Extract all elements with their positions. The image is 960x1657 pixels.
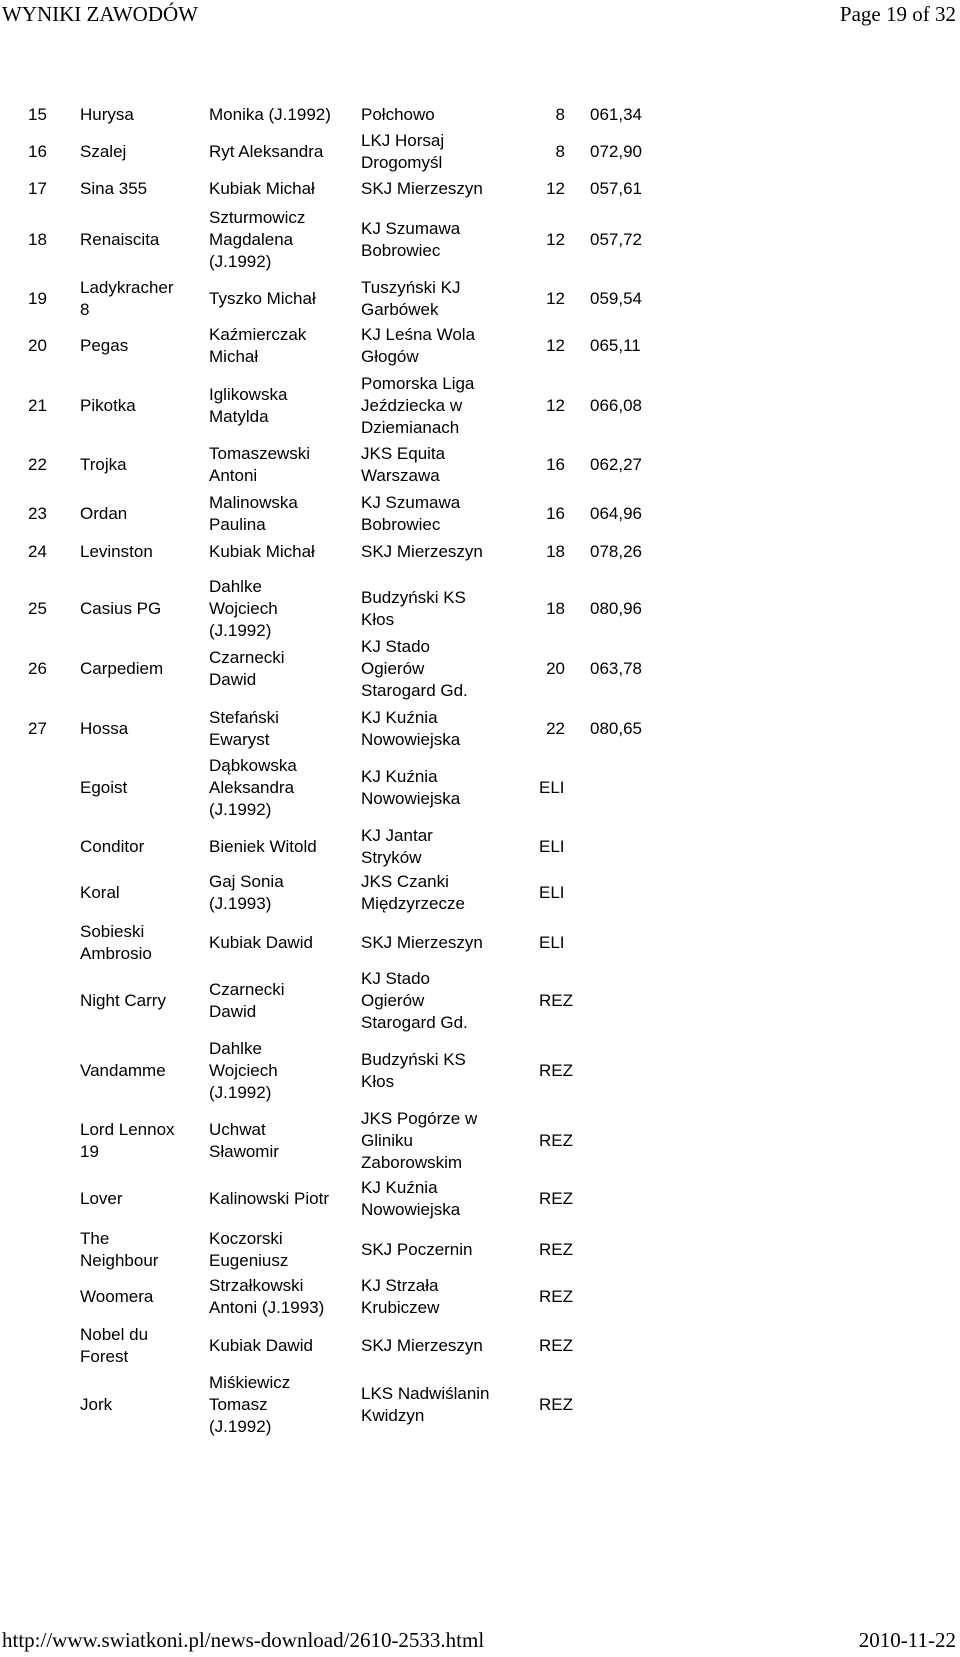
rider-name: Ryt Aleksandra: [209, 142, 324, 161]
penalty-points: 16: [546, 455, 565, 474]
penalty-points: 8: [555, 105, 565, 124]
status-label: REZ: [539, 1287, 573, 1306]
club-name: Tuszyński KJ Garbówek: [361, 278, 461, 319]
rank-number: 16: [28, 142, 47, 161]
horse-name: Sina 355: [80, 179, 148, 198]
rider-name: Kaźmierczak Michał: [209, 325, 307, 366]
rank-number: 27: [28, 719, 47, 738]
rider-name: Koczorski Eugeniusz: [209, 1229, 289, 1270]
club-name: SKJ Mierzeszyn: [361, 542, 483, 561]
club-name: KJ Jantar Stryków: [361, 826, 433, 867]
rider-name: Czarnecki Dawid: [209, 648, 285, 689]
penalty-points: 12: [546, 179, 565, 198]
status-label: REZ: [539, 1131, 573, 1150]
penalty-points: 22: [546, 719, 565, 738]
rank-number: 20: [28, 336, 47, 355]
club-name: KJ Strzała Krubiczew: [361, 1276, 440, 1317]
club-name: LKJ Horsaj Drogomyśl: [361, 131, 445, 172]
rider-name: Malinowska Paulina: [209, 493, 298, 534]
status-label: ELI: [539, 837, 565, 856]
horse-name: Szalej: [80, 142, 127, 161]
rider-name: Tomaszewski Antoni: [209, 444, 311, 485]
time-result: 078,26: [590, 542, 642, 561]
time-result: 080,96: [590, 599, 642, 618]
club-name: Budzyński KS Kłos: [361, 588, 466, 629]
rank-number: 25: [28, 599, 47, 618]
club-name: SKJ Mierzeszyn: [361, 933, 483, 952]
horse-name: Nobel du Forest: [80, 1325, 149, 1366]
club-name: KJ Stado Ogierów Starogard Gd.: [361, 969, 468, 1032]
horse-name: The Neighbour: [80, 1229, 159, 1270]
penalty-points: 12: [546, 396, 565, 415]
club-name: LKS Nadwiślanin Kwidzyn: [361, 1384, 490, 1425]
rider-name: Uchwat Sławomir: [209, 1120, 279, 1161]
horse-name: Pikotka: [80, 396, 136, 415]
horse-name: Hossa: [80, 719, 129, 738]
penalty-points: 18: [546, 542, 565, 561]
document-title: WYNIKI ZAWODÓW: [2, 2, 199, 26]
horse-name: Conditor: [80, 837, 145, 856]
horse-name: Koral: [80, 883, 120, 902]
time-result: 057,72: [590, 230, 642, 249]
club-name: KJ Szumawa Bobrowiec: [361, 493, 461, 534]
horse-name: Hurysa: [80, 105, 134, 124]
time-result: 057,61: [590, 179, 642, 198]
status-label: ELI: [539, 883, 565, 902]
horse-name: Lover: [80, 1189, 123, 1208]
horse-name: Lord Lennox 19: [80, 1120, 175, 1161]
penalty-points: 12: [546, 230, 565, 249]
rider-name: Monika (J.1992): [209, 105, 331, 124]
print-date: 2010-11-22: [858, 1628, 956, 1652]
rider-name: Bieniek Witold: [209, 837, 317, 856]
rider-name: Kalinowski Piotr: [209, 1189, 329, 1208]
rank-number: 19: [28, 289, 47, 308]
penalty-points: 8: [555, 142, 565, 161]
horse-name: Levinston: [80, 542, 153, 561]
horse-name: Casius PG: [80, 599, 162, 618]
status-label: REZ: [539, 1240, 573, 1259]
rider-name: Dąbkowska Aleksandra (J.1992): [209, 756, 297, 819]
club-name: KJ Stado Ogierów Starogard Gd.: [361, 637, 468, 700]
rider-name: Dahlke Wojciech (J.1992): [209, 1039, 278, 1102]
club-name: SKJ Poczernin: [361, 1240, 473, 1259]
club-name: Połchowo: [361, 105, 435, 124]
horse-name: Woomera: [80, 1287, 154, 1306]
rank-number: 15: [28, 105, 47, 124]
rider-name: Szturmowicz Magdalena (J.1992): [209, 208, 306, 271]
time-result: 065,11: [590, 336, 641, 355]
rider-name: Czarnecki Dawid: [209, 980, 285, 1021]
rider-name: Strzałkowski Antoni (J.1993): [209, 1276, 325, 1317]
horse-name: Pegas: [80, 336, 129, 355]
rider-name: Stefański Ewaryst: [209, 708, 279, 749]
time-result: 063,78: [590, 659, 642, 678]
rank-number: 22: [28, 455, 47, 474]
status-label: REZ: [539, 1395, 573, 1414]
horse-name: Trojka: [80, 455, 127, 474]
rank-number: 17: [28, 179, 47, 198]
club-name: KJ Szumawa Bobrowiec: [361, 219, 461, 260]
rider-name: Kubiak Michał: [209, 179, 315, 198]
status-label: REZ: [539, 1336, 573, 1355]
club-name: SKJ Mierzeszyn: [361, 179, 483, 198]
horse-name: Renaiscita: [80, 230, 160, 249]
club-name: Budzyński KS Kłos: [361, 1050, 466, 1091]
time-result: 064,96: [590, 504, 642, 523]
club-name: KJ Leśna Wola Głogów: [361, 325, 476, 366]
horse-name: Ladykracher 8: [80, 278, 174, 319]
penalty-points: 12: [546, 336, 565, 355]
club-name: KJ Kuźnia Nowowiejska: [361, 1178, 461, 1219]
penalty-points: 18: [546, 599, 565, 618]
rider-name: Iglikowska Matylda: [209, 385, 288, 426]
status-label: ELI: [539, 778, 565, 797]
horse-name: Vandamme: [80, 1061, 166, 1080]
horse-name: Carpediem: [80, 659, 164, 678]
status-label: REZ: [539, 1061, 573, 1080]
page-number: Page 19 of 32: [839, 2, 956, 26]
rider-name: Miśkiewicz Tomasz (J.1992): [209, 1373, 291, 1436]
club-name: JKS Pogórze w Gliniku Zaborowskim: [361, 1109, 478, 1172]
horse-name: Jork: [80, 1395, 113, 1414]
status-label: REZ: [539, 991, 573, 1010]
club-name: SKJ Mierzeszyn: [361, 1336, 483, 1355]
rank-number: 24: [28, 542, 47, 561]
rider-name: Tyszko Michał: [209, 289, 316, 308]
rider-name: Dahlke Wojciech (J.1992): [209, 577, 278, 640]
club-name: KJ Kuźnia Nowowiejska: [361, 708, 461, 749]
time-result: 066,08: [590, 396, 642, 415]
time-result: 062,27: [590, 455, 642, 474]
penalty-points: 20: [546, 659, 565, 678]
source-url[interactable]: http://www.swiatkoni.pl/news-download/2610-2533.html: [2, 1628, 485, 1652]
time-result: 061,34: [590, 105, 642, 124]
club-name: JKS Equita Warszawa: [361, 444, 446, 485]
club-name: KJ Kuźnia Nowowiejska: [361, 767, 461, 808]
rider-name: Gaj Sonia (J.1993): [209, 872, 284, 913]
rank-number: 23: [28, 504, 47, 523]
rider-name: Kubiak Dawid: [209, 933, 313, 952]
rank-number: 26: [28, 659, 47, 678]
penalty-points: 16: [546, 504, 565, 523]
rider-name: Kubiak Dawid: [209, 1336, 313, 1355]
time-result: 059,54: [590, 289, 642, 308]
club-name: JKS Czanki Międzyrzecze: [361, 872, 465, 913]
club-name: Pomorska Liga Jeździecka w Dziemianach: [361, 374, 475, 437]
horse-name: Ordan: [80, 504, 128, 523]
penalty-points: 12: [546, 289, 565, 308]
horse-name: Sobieski Ambrosio: [80, 922, 152, 963]
horse-name: Night Carry: [80, 991, 166, 1010]
horse-name: Egoist: [80, 778, 128, 797]
rank-number: 21: [28, 396, 47, 415]
status-label: REZ: [539, 1189, 573, 1208]
rider-name: Kubiak Michał: [209, 542, 315, 561]
rank-number: 18: [28, 230, 47, 249]
time-result: 072,90: [590, 142, 642, 161]
time-result: 080,65: [590, 719, 642, 738]
status-label: ELI: [539, 933, 565, 952]
